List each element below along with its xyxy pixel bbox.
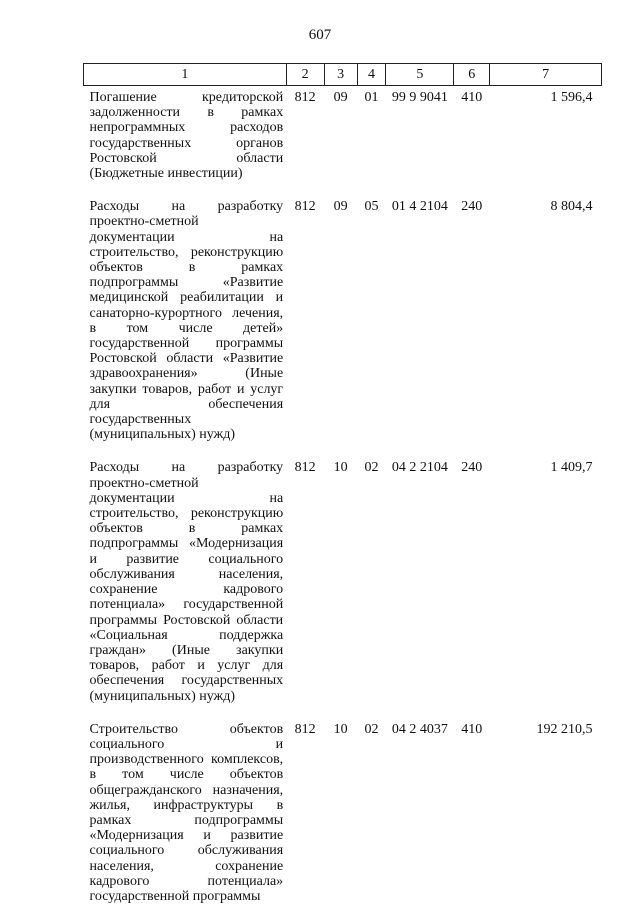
- table-row: [84, 718, 602, 918]
- row-target-code: 01 4 2104: [386, 195, 454, 456]
- row-target-code: 04 2 2104: [386, 456, 454, 717]
- table-row: [84, 86, 602, 196]
- row-amount: 8 804,4: [490, 195, 602, 456]
- row-subsection-code: 02: [357, 718, 386, 918]
- row-amount: 1 596,4: [490, 86, 602, 196]
- row-subsection-code: 05: [357, 195, 386, 456]
- row-description: Строительство объектов социального и производственного комплексов, в том числе объектов общегражданского назначения, жилья, инфраструктуры в рамках подпрограммы «Модернизация и развитие социального обслуживания населения, сохранение кадрового потенциала» государственной программы: [84, 718, 287, 918]
- row-ministry-code: 812: [286, 718, 324, 918]
- row-amount: 192 210,5: [490, 718, 602, 918]
- column-header-3: 3: [324, 64, 357, 86]
- row-section-code: 10: [324, 718, 357, 918]
- column-header-4: 4: [357, 64, 386, 86]
- row-expense-type: 410: [454, 86, 490, 196]
- row-target-code: 99 9 9041: [386, 86, 454, 196]
- column-header-6: 6: [454, 64, 490, 86]
- table-row: [84, 456, 602, 717]
- row-subsection-code: 01: [357, 86, 386, 196]
- row-target-code: 04 2 4037: [386, 718, 454, 918]
- page-number: 607: [0, 27, 640, 44]
- row-ministry-code: 812: [286, 86, 324, 196]
- row-section-code: 09: [324, 195, 357, 456]
- header-row: [84, 64, 602, 86]
- budget-table: [83, 63, 602, 918]
- column-header-2: 2: [286, 64, 324, 86]
- table-body: [84, 86, 602, 918]
- row-expense-type: 240: [454, 456, 490, 717]
- row-section-code: 10: [324, 456, 357, 717]
- row-amount: 1 409,7: [490, 456, 602, 717]
- table-header: [84, 64, 602, 86]
- row-expense-type: 240: [454, 195, 490, 456]
- row-description: Погашение кредиторской задолженности в рамках непрограммных расходов государственных органов Ростовской области (Бюджетные инвестиции): [84, 86, 287, 196]
- row-ministry-code: 812: [286, 456, 324, 717]
- column-header-1: 1: [84, 64, 287, 86]
- row-description: Расходы на разработку проектно-сметной документации на строительство, реконструкцию объектов в рамках подпрограммы «Развитие медицинской реабилитации и санаторно-курортного лечения, в том числе детей» государственной программы Ростовской области «Развитие здравоохранения» (Иные закупки товаров, работ и услуг для обеспечения государственных (муниципальных) нужд): [84, 195, 287, 456]
- row-expense-type: 410: [454, 718, 490, 918]
- row-subsection-code: 02: [357, 456, 386, 717]
- row-section-code: 09: [324, 86, 357, 196]
- row-description: Расходы на разработку проектно-сметной документации на строительство, реконструкцию объектов в рамках подпрограммы «Модернизация и развитие социального обслуживания населения, сохранение кадрового потенциала» государственной программы Ростовской области «Социальная поддержка граждан» (Иные закупки товаров, работ и услуг для обеспечения государственных (муниципальных) нужд): [84, 456, 287, 717]
- column-header-7: 7: [490, 64, 602, 86]
- row-ministry-code: 812: [286, 195, 324, 456]
- table-row: [84, 195, 602, 456]
- column-header-5: 5: [386, 64, 454, 86]
